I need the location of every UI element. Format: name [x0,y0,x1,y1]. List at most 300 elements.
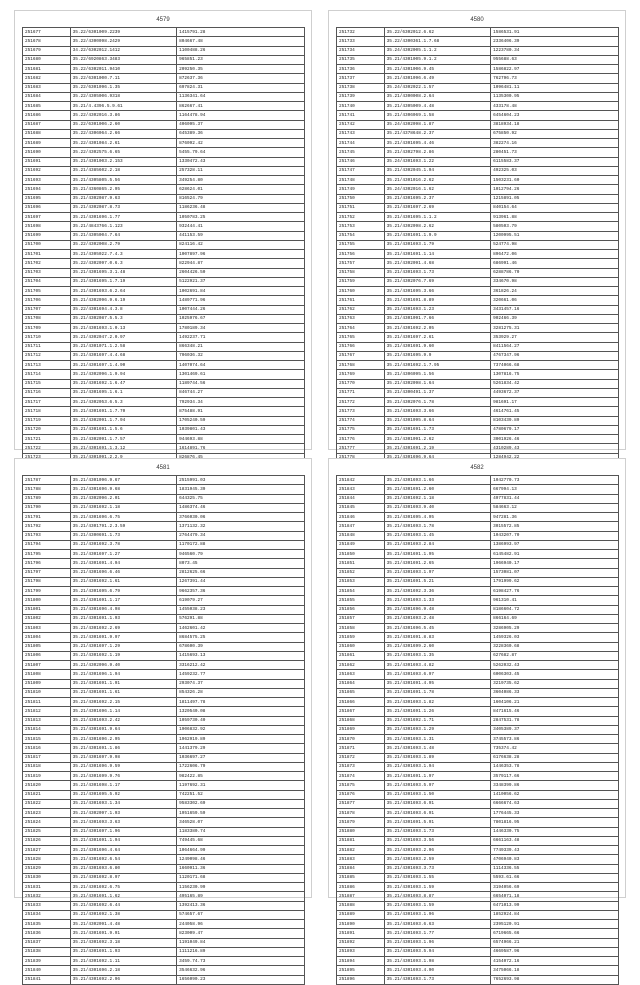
table-row [23,333,305,342]
row-id-cell: 251806 [23,651,71,660]
code-cell: 35.21/4301693.1.66 [384,476,490,485]
code-cell: 35.22/4302008.2.79 [70,240,176,249]
code-cell: 35.21/4301693.4.82 [384,661,490,670]
row-id-cell: 251823 [23,809,71,818]
row-id-cell: 251844 [337,494,385,503]
value-cell: 3405389.37 [491,725,619,734]
row-id-cell: 251767 [337,351,385,360]
value-cell: 1036697.27 [177,753,305,762]
value-cell: 346528.07 [177,818,305,827]
row-id-cell: 251853 [337,577,385,586]
code-cell: 35.21/4301693.1.59 [384,901,490,910]
row-id-cell: 251831 [23,883,71,892]
code-cell: 35.24/4302022.1.57 [384,83,490,92]
value-cell: 1191049.84 [177,938,305,947]
table-row [23,503,305,512]
row-id-cell: 251721 [23,435,71,444]
row-id-cell: 251807 [23,661,71,670]
row-id-cell: 251835 [23,920,71,929]
value-cell: 742251.52 [177,790,305,799]
code-cell: 35.21/4302087.8.73 [70,203,176,212]
table-row [23,596,305,605]
table-row [337,494,619,503]
code-cell: 35.24/4302098.1.87 [384,120,490,129]
code-cell: 35.21/4301697.9.98 [70,753,176,762]
table-row [23,379,305,388]
row-id-cell: 251852 [337,568,385,577]
row-id-cell: 251681 [23,65,71,74]
table-row [337,476,619,485]
code-cell: 35.21/4306095.1.56 [384,370,490,379]
code-cell: 35.21/4301696.2.95 [70,735,176,744]
table-row [23,361,305,370]
table-row [337,148,619,157]
table-row [23,416,305,425]
code-cell: 35.22/4301084.2.61 [70,139,176,148]
table-row [337,111,619,120]
table-row [23,744,305,753]
row-id-cell: 251695 [23,194,71,203]
code-cell: 35.21/4301691.1.93 [70,947,176,956]
table-row [23,587,305,596]
value-cell: 7374066.68 [491,361,619,370]
value-cell: 580503.79 [491,222,619,231]
table-row [23,287,305,296]
row-id-cell: 251808 [23,670,71,679]
row-id-cell: 251876 [337,790,385,799]
table-row [337,698,619,707]
row-id-cell: 251848 [337,531,385,540]
value-cell: 1586822.97 [491,65,619,74]
code-cell: 35.21/4301693.6.97 [384,670,490,679]
code-cell: 35.21/4301693.2.42 [70,716,176,725]
value-cell: 1489771.96 [177,296,305,305]
code-cell: 35.21/4378648.2.37 [384,129,490,138]
code-cell: 35.21/4301692.6.75 [70,883,176,892]
value-cell: 3015572.85 [491,522,619,531]
value-cell: 1811497.78 [177,698,305,707]
value-cell: 1025976.67 [177,314,305,323]
code-cell: 35.21/4301691.1.9.9 [384,231,490,240]
table-row [337,790,619,799]
code-cell: 35.21/4301692.1.61 [70,577,176,586]
value-cell: 628624.01 [177,185,305,194]
code-cell: 35.21/4843766.1.123 [70,222,176,231]
table-row [23,929,305,938]
value-cell: 3286905.29 [491,624,619,633]
table-row [23,799,305,808]
table-row [337,799,619,808]
code-cell: 35.21/4301693.3.56 [384,836,490,845]
row-id-cell: 251847 [337,522,385,531]
table-row [337,213,619,222]
table-row [337,92,619,101]
row-id-cell: 251690 [23,148,71,157]
value-cell: 320661.06 [491,296,619,305]
row-id-cell: 251757 [337,259,385,268]
table-row [23,494,305,503]
table-row [23,809,305,818]
table-row [23,46,305,55]
value-cell: 3281275.31 [491,324,619,333]
row-id-cell: 251805 [23,642,71,651]
code-cell: 35.21/4301692.1.38 [70,910,176,919]
table-row [337,642,619,651]
page-thumbnail[interactable] [14,458,312,983]
row-id-cell: 251822 [23,799,71,808]
row-id-cell: 251830 [23,873,71,882]
value-cell: 5261834.42 [491,379,619,388]
table-row [337,735,619,744]
value-cell: 2336406.39 [491,37,619,46]
table-row [337,864,619,873]
row-id-cell: 251792 [23,522,71,531]
code-cell: 35.21/4300691.1.73 [70,531,176,540]
row-id-cell: 251693 [23,176,71,185]
code-cell: 35.21/4301691.5.21 [384,577,490,586]
value-cell: 1371132.32 [177,522,305,531]
code-cell: 35.21/4301697.2.61 [384,333,490,342]
table-row [337,781,619,790]
row-id-cell: 251708 [23,314,71,323]
code-cell: 35.21/4301693.2.84 [384,540,490,549]
value-cell: 1791999.62 [491,577,619,586]
value-cell: 349254.80 [177,176,305,185]
code-cell: 35.21/4302798.2.86 [384,148,490,157]
value-cell: 1330472.43 [177,157,305,166]
value-cell: 5262032.43 [491,661,619,670]
row-id-cell: 251878 [337,809,385,818]
value-cell: 6115583.37 [491,157,619,166]
row-id-cell: 251867 [337,707,385,716]
row-id-cell: 251799 [23,587,71,596]
code-cell: 35.21/4301693.3.63 [70,818,176,827]
row-id-cell: 251845 [337,503,385,512]
code-cell: 35.22/6301000.7.11 [70,74,176,83]
row-id-cell: 251682 [23,74,71,83]
table-row [23,185,305,194]
value-cell: 361826.24 [491,287,619,296]
value-cell: 1114336.55 [491,864,619,873]
row-id-cell: 251679 [23,46,71,55]
code-cell: 35.21/4301695.6.79 [70,587,176,596]
table-row [337,250,619,259]
table-row [23,65,305,74]
row-id-cell: 251700 [23,240,71,249]
row-id-cell: 251863 [337,670,385,679]
value-cell: 1267391.44 [177,577,305,586]
value-cell: 3766030.06 [177,513,305,522]
row-id-cell: 251829 [23,864,71,873]
value-cell: 8186604.72 [491,605,619,614]
code-cell: 35.21/4301693.3.66 [384,407,490,416]
table-row [337,129,619,138]
table-row [337,531,619,540]
table-row [337,929,619,938]
code-cell: 35.21/4302076.7.69 [384,277,490,286]
row-id-cell: 251819 [23,772,71,781]
code-cell: 35.21/4301699.9.76 [70,772,176,781]
table-row [337,577,619,586]
table-row [23,966,305,975]
row-id-cell: 251691 [23,157,71,166]
code-cell: 35.21/4301691.2.19 [384,444,490,453]
table-row [337,725,619,734]
code-cell: 35.21/4301692.1.19 [70,651,176,660]
table-row [23,259,305,268]
value-cell: 1486374.46 [177,503,305,512]
row-id-cell: 251747 [337,166,385,175]
row-id-cell: 251745 [337,148,385,157]
value-cell: 686991.46 [491,259,619,268]
page-number: 4582 [470,465,484,471]
row-id-cell: 251743 [337,129,385,138]
row-id-cell: 251797 [23,568,71,577]
code-cell: 35.21/4301695.4.46 [384,139,490,148]
table-row [23,314,305,323]
table-row [337,157,619,166]
row-id-cell: 251843 [337,485,385,494]
table-row [23,296,305,305]
table-row [337,166,619,175]
value-cell: 1007444.26 [177,305,305,314]
code-cell: 35.21/4306069.1.58 [384,111,490,120]
row-id-cell: 251713 [23,361,71,370]
code-cell: 35.21/4301691.9.64 [70,725,176,734]
table-row [23,388,305,397]
row-id-cell: 251770 [337,379,385,388]
code-cell: 35.21/4301695.2.37 [384,194,490,203]
table-row [337,947,619,956]
row-id-cell: 251872 [337,753,385,762]
row-id-cell: 251692 [23,166,71,175]
table-row [23,540,305,549]
code-cell: 35.21/4301695.3.1.48 [70,268,176,277]
table-row [337,920,619,929]
value-cell: 675850.92 [491,129,619,138]
row-id-cell: 251810 [23,688,71,697]
value-cell: 4977831.44 [491,494,619,503]
row-id-cell: 251694 [23,185,71,194]
value-cell: 5122921.37 [177,277,305,286]
value-cell: 1573081.07 [491,568,619,577]
code-cell: 35.21/4301692.3.36 [384,587,490,596]
row-id-cell: 251809 [23,679,71,688]
row-id-cell: 251820 [23,781,71,790]
code-cell: 35.24/4301693.1.22 [384,157,490,166]
row-id-cell: 251766 [337,342,385,351]
code-cell: 35.21/4301691.1.61 [70,688,176,697]
code-cell: 35.22/6301006.2.60 [70,120,176,129]
value-cell: 804667.48 [177,37,305,46]
code-cell: 35.21/4385602.2.18 [70,166,176,175]
code-cell: 35.21/4301691.1.17 [70,596,176,605]
table-row [23,485,305,494]
code-cell: 35.21/4301693.1.89 [384,753,490,762]
code-cell: 35.21/4302096.9.6.19 [70,296,176,305]
value-cell: 4767347.96 [491,351,619,360]
value-cell: 1042770.73 [491,476,619,485]
table-row [23,883,305,892]
code-cell: 35.21/4301693.2.48 [384,614,490,623]
table-row [23,476,305,485]
table-row [23,559,305,568]
code-cell: 35.21/4301692.1.6.47 [70,379,176,388]
value-cell: 2812625.66 [177,568,305,577]
table-row [23,716,305,725]
table-row [23,166,305,175]
row-id-cell: 251737 [337,74,385,83]
value-cell: 5593.61.66 [491,873,619,882]
row-id-cell: 251875 [337,781,385,790]
value-cell: 981691.17 [491,398,619,407]
value-cell: 4310289.43 [491,444,619,453]
row-id-cell: 251811 [23,698,71,707]
code-cell: 35.21/4301693.1.50 [384,790,490,799]
row-id-cell: 251888 [337,901,385,910]
code-cell: 35.21/4301692.2.15 [70,698,176,707]
value-cell: 678600.39 [177,642,305,651]
data-table [336,475,619,985]
value-cell: 6006303.45 [491,670,619,679]
table-row [23,176,305,185]
value-cell: 619079.27 [177,596,305,605]
row-id-cell: 251775 [337,425,385,434]
code-cell: 35.21/4301691.1.95 [384,550,490,559]
value-cell: 627682.87 [491,651,619,660]
code-cell: 35.21/4301005.9.1.2 [384,55,490,64]
table-row [337,65,619,74]
table-row [337,559,619,568]
row-id-cell: 251752 [337,213,385,222]
row-id-cell: 251841 [23,975,71,984]
value-cell: 7749339.43 [491,846,619,855]
code-cell: 35.21/4301693.1.79 [384,240,490,249]
code-cell: 35.21/4301071.1.2.58 [70,342,176,351]
code-cell: 35.22/4302016.3.86 [70,111,176,120]
value-cell: 257328.11 [177,166,305,175]
table-row [23,550,305,559]
value-cell: 1064664.99 [177,846,305,855]
row-id-cell: 251734 [337,46,385,55]
row-id-cell: 251684 [23,92,71,101]
value-cell: 1170172.88 [177,540,305,549]
row-id-cell: 251869 [337,725,385,734]
code-cell: 35.21/4301693.1.94 [384,762,490,771]
table-row [23,522,305,531]
row-id-cell: 251722 [23,444,71,453]
table-row [337,873,619,882]
value-cell: 822944.87 [177,259,305,268]
value-cell: 1722606.79 [177,762,305,771]
value-cell: 6661163.48 [491,836,619,845]
row-id-cell: 251709 [23,324,71,333]
row-id-cell: 251687 [23,120,71,129]
data-table [22,475,305,985]
table-row [337,485,619,494]
row-id-cell: 251891 [337,929,385,938]
value-cell: 1050783.25 [177,213,305,222]
table-row [23,222,305,231]
page-thumbnail[interactable] [328,10,626,450]
value-cell: 3579117.66 [491,772,619,781]
row-id-cell: 251880 [337,827,385,836]
value-cell: 896472.06 [491,250,619,259]
code-cell: 35.21/4301693.1.98 [384,957,490,966]
row-id-cell: 251769 [337,370,385,379]
row-id-cell: 251739 [337,92,385,101]
value-cell: 1906832.92 [177,725,305,734]
value-cell: 7652693.98 [491,975,619,984]
row-id-cell: 251895 [337,966,385,975]
table-row [23,762,305,771]
row-id-cell: 251741 [337,111,385,120]
code-cell: 35.21/4301692.6.54 [70,855,176,864]
page-number: 4581 [156,465,170,471]
row-id-cell: 251860 [337,642,385,651]
row-id-cell: 251718 [23,407,71,416]
row-id-cell: 251689 [23,139,71,148]
table-row [23,83,305,92]
row-id-cell: 251884 [337,864,385,873]
page-thumbnail[interactable] [14,10,312,450]
value-cell: 4780679.17 [491,425,619,434]
code-cell: 35.21/4302047.2.0.97 [70,333,176,342]
code-cell: 35.21/4301693.1.31 [384,735,490,744]
value-cell: 6198427.76 [491,587,619,596]
code-cell: 35.21/4301691.1.91 [70,679,176,688]
value-cell: 524774.98 [491,240,619,249]
code-cell: 35.21/4301091.2.62 [384,435,490,444]
row-id-cell: 251696 [23,203,71,212]
code-cell: 35.21/4301693.5.94 [384,947,490,956]
code-cell: 35.21/4301695.1.6.1 [70,388,176,397]
page-thumbnail[interactable] [328,458,626,983]
code-cell: 35.21/4301693.1.59 [384,883,490,892]
table-row [337,809,619,818]
table-row [337,231,619,240]
table-row [337,938,619,947]
table-row [337,379,619,388]
code-cell: 35.22/4300361.1.7.68 [384,37,490,46]
table-row [337,277,619,286]
table-row [337,416,619,425]
row-id-cell: 251790 [23,503,71,512]
table-row [23,707,305,716]
table-row [23,781,305,790]
table-row [337,624,619,633]
value-cell: 866164.69 [491,614,619,623]
value-cell: 4154072.16 [491,957,619,966]
row-id-cell: 251776 [337,435,385,444]
row-id-cell: 251838 [23,947,71,956]
table-row [23,679,305,688]
row-id-cell: 251760 [337,287,385,296]
row-id-cell: 251740 [337,102,385,111]
code-cell: 35.22/4301694.4.3.8 [70,305,176,314]
code-cell: 35.22/6302011.9410 [70,65,176,74]
value-cell: 1156230.99 [177,883,305,892]
code-cell: 35.21/4301691.2.65 [384,559,490,568]
table-row [23,753,305,762]
value-cell: 840154.64 [491,203,619,212]
table-row [337,605,619,614]
table-row [337,503,619,512]
value-cell: 1120171.68 [177,873,305,882]
code-cell: 35.21/4301693.1.73 [384,975,490,984]
code-cell: 35.21/4302053.6.5.3 [70,398,176,407]
row-id-cell: 251738 [337,83,385,92]
